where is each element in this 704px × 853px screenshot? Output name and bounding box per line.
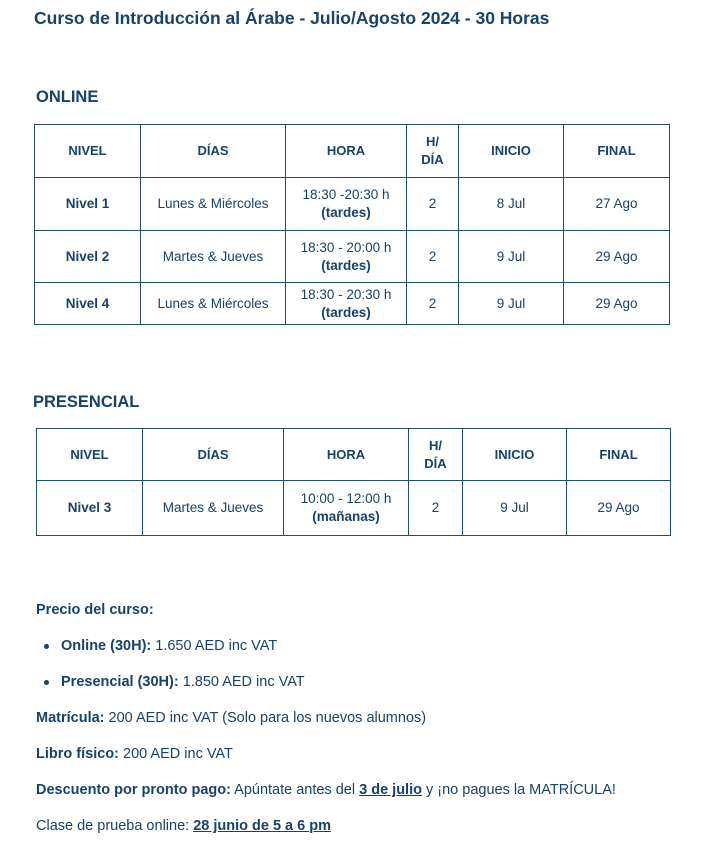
table-row: [35, 178, 670, 231]
dias-cell: Lunes & Miércoles: [141, 178, 286, 231]
precio-online-value: 1.650 AED inc VAT: [151, 638, 278, 654]
descuento-line: Descuento por pronto pago: Apúntate antes del 3 de julio y ¡no pagues la MATRÍCULA!: [36, 782, 616, 798]
col-header-inicio: INICIO: [463, 429, 567, 481]
table-row: [35, 231, 670, 283]
col-header-inicio: INICIO: [459, 125, 564, 178]
precio-presencial: [61, 674, 305, 690]
matricula-label: Matrícula:: [36, 710, 105, 726]
inicio-cell: 8 Jul: [459, 178, 564, 231]
prueba-line: [36, 818, 331, 834]
col-header-final: FINAL: [564, 125, 670, 178]
precio-presencial-value: 1.850 AED inc VAT: [178, 674, 305, 690]
online-heading: ONLINE: [36, 88, 99, 106]
bullet-icon: [44, 680, 49, 685]
h-dia-cell: 2: [409, 481, 463, 536]
dias-cell: Martes & Jueves: [141, 231, 286, 283]
nivel-cell: Nivel 1: [35, 178, 141, 231]
prueba-date: 28 junio de 5 a 6 pm: [193, 818, 331, 834]
dias-cell: Martes & Jueves: [143, 481, 284, 536]
matricula-value: 200 AED inc VAT (Solo para los nuevos alumnos): [104, 710, 427, 726]
hora-cell: [286, 283, 407, 325]
col-header-nivel: NIVEL: [35, 125, 141, 178]
inicio-cell: 9 Jul: [459, 283, 564, 325]
hora-cell: [286, 178, 407, 231]
descuento-label: Descuento por pronto pago:: [36, 782, 231, 798]
hora-range: 18:30 - 20:00 h: [300, 239, 392, 255]
nivel-cell: Nivel 3: [37, 481, 143, 536]
matricula-line: [36, 710, 426, 726]
presencial-schedule-table: [36, 428, 671, 536]
libro-label: Libro físico:: [36, 746, 119, 762]
col-header-hora: HORA: [284, 429, 409, 481]
hora-franja: (tardes): [321, 304, 371, 320]
precio-presencial-label: Presencial (30H):: [61, 674, 179, 690]
inicio-cell: 9 Jul: [463, 481, 567, 536]
hora-range: 10:00 - 12:00 h: [300, 491, 392, 506]
hora-cell: [284, 481, 409, 536]
inicio-cell: 9 Jul: [459, 231, 564, 283]
col-header-nivel: NIVEL: [37, 429, 143, 481]
libro-line: [36, 746, 233, 762]
final-cell: 29 Ago: [564, 231, 670, 283]
h-dia-cell: 2: [407, 231, 459, 283]
libro-value: 200 AED inc VAT: [118, 746, 233, 762]
col-header-dias: DÍAS: [143, 429, 284, 481]
presencial-header-row: [37, 429, 671, 481]
hora-franja: (tardes): [321, 257, 371, 273]
hora-franja: (mañanas): [312, 509, 380, 524]
col-header-dias: DÍAS: [141, 125, 286, 178]
col-header-h-dia: H/ DÍA: [409, 429, 463, 481]
final-cell: 29 Ago: [564, 283, 670, 325]
nivel-cell: Nivel 2: [35, 231, 141, 283]
precio-heading: Precio del curso:: [36, 602, 154, 618]
bullet-icon: [44, 644, 49, 649]
page-title: Curso de Introducción al Árabe - Julio/Agosto 2024 - 30 Horas: [34, 8, 550, 28]
table-row: [35, 283, 670, 325]
hora-range: 18:30 -20:30 h: [302, 187, 390, 202]
nivel-cell: Nivel 4: [35, 283, 141, 325]
col-header-h-dia: H/ DÍA: [407, 125, 459, 178]
dias-cell: Lunes & Miércoles: [141, 283, 286, 325]
h-dia-cell: 2: [407, 283, 459, 325]
precio-online-label: Online (30H):: [61, 638, 152, 654]
online-schedule-table: [34, 124, 670, 325]
precio-online: [61, 638, 277, 654]
col-header-final: FINAL: [567, 429, 671, 481]
h-dia-cell: 2: [407, 178, 459, 231]
hora-cell: [286, 231, 407, 283]
final-cell: 29 Ago: [567, 481, 671, 536]
presencial-heading: PRESENCIAL: [33, 393, 140, 411]
table-row: [37, 481, 671, 536]
hora-franja: (tardes): [321, 205, 371, 220]
online-header-row: [35, 125, 670, 178]
hora-range: 18:30 - 20:30 h: [300, 286, 392, 302]
descuento-date: 3 de julio: [359, 782, 422, 798]
prueba-text: Clase de prueba online:: [36, 818, 194, 834]
col-header-hora: HORA: [286, 125, 407, 178]
final-cell: 27 Ago: [564, 178, 670, 231]
